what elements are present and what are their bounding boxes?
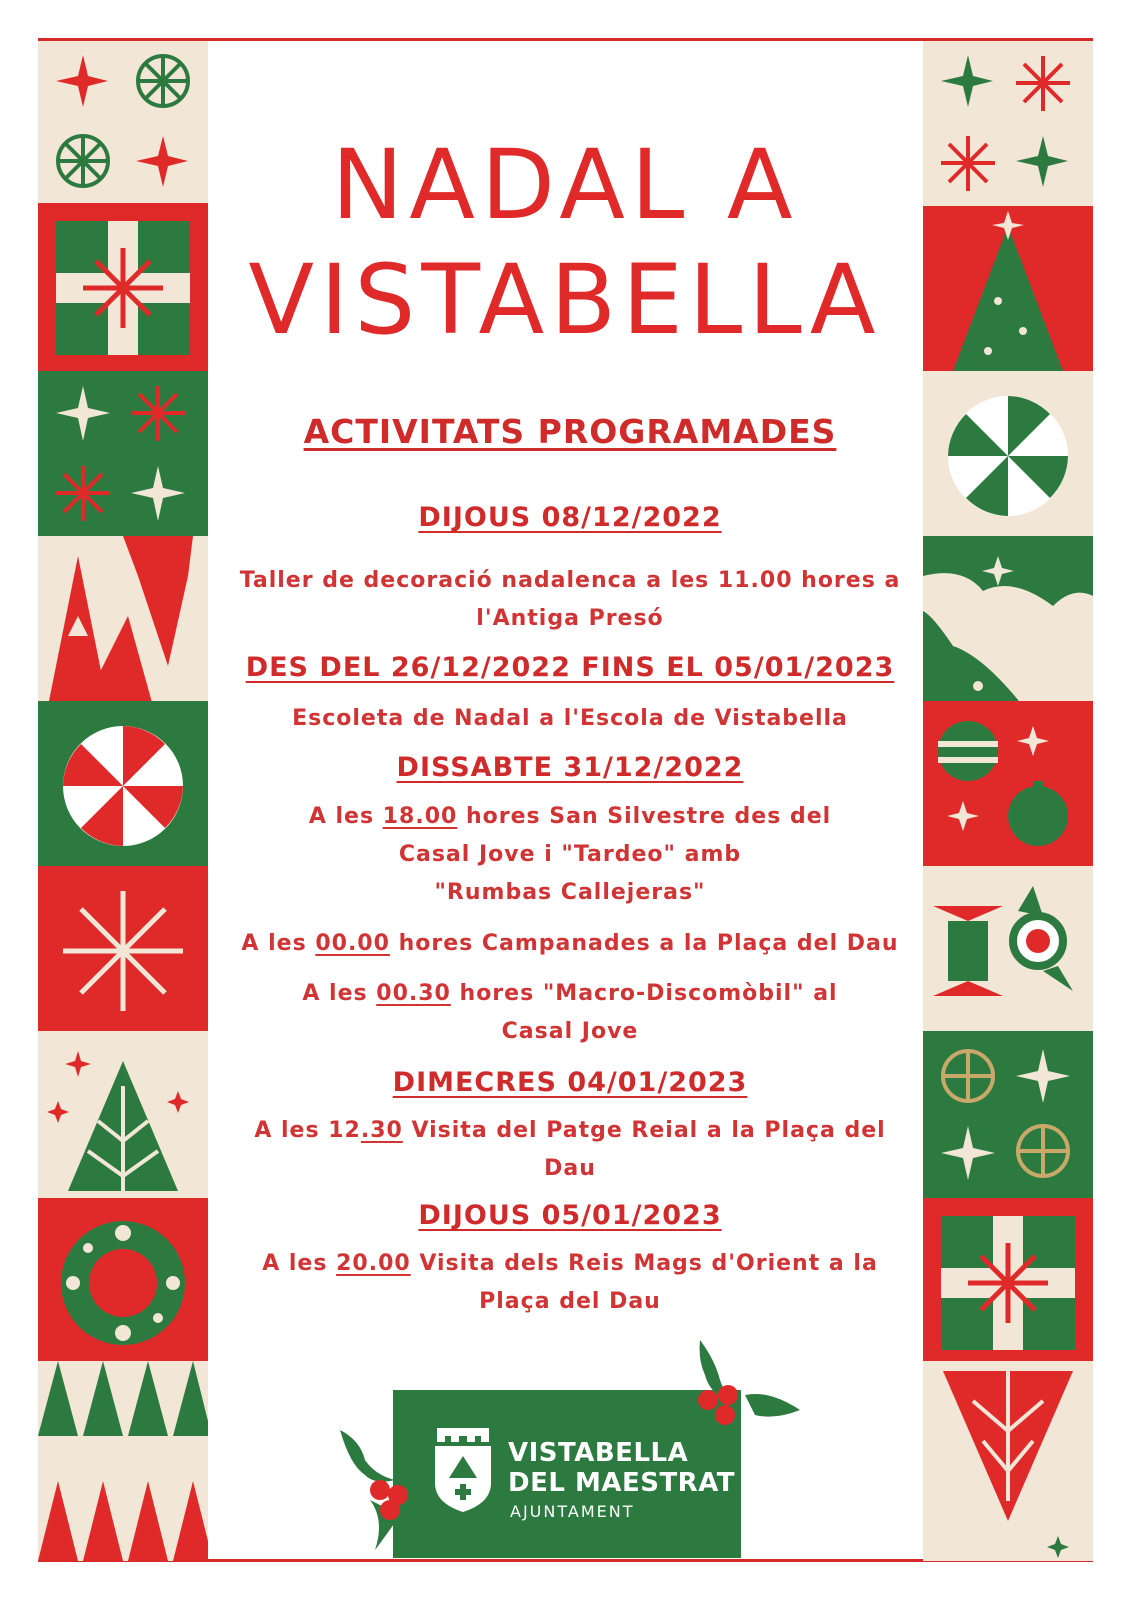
logo-line1: VISTABELLA (508, 1438, 689, 1468)
event-line (210, 1245, 930, 1283)
left-decor-column (38, 41, 208, 1559)
event-date: DIJOUS 08/12/2022 (418, 502, 722, 533)
event-text: A les (241, 931, 316, 956)
event-date: DES DEL 26/12/2022 FINS EL 05/01/2023 (245, 652, 895, 683)
gift-icon (38, 203, 208, 373)
event-line (210, 975, 930, 1013)
event-line: Dau (544, 1156, 596, 1181)
triangle-pattern-tile (38, 1361, 208, 1561)
event-text: hores "Macro-Discomòbil" al (450, 981, 838, 1006)
event-text: A les (262, 1251, 337, 1276)
stars-tile (38, 371, 208, 541)
stars-tile (923, 41, 1093, 211)
event-line: "Rumbas Callejeras" (434, 880, 706, 905)
event-line: Taller de decoració nadalenca a les 11.00 hores a (239, 568, 901, 593)
wreath-icon (38, 1198, 208, 1368)
event-time: 00.30 (376, 981, 451, 1006)
event-line: Casal Jove i "Tardeo" amb (398, 842, 742, 867)
event-line (210, 1112, 930, 1150)
event-line: Plaça del Dau (479, 1289, 661, 1314)
subtitle: ACTIVITATS PROGRAMADES (303, 412, 837, 451)
ornament-icon (923, 701, 1093, 871)
event-time: 00.00 (315, 931, 390, 956)
event-text: A les (302, 981, 377, 1006)
event-line (210, 925, 930, 963)
event-text: Visita del Patge Reial a la Plaça del (402, 1118, 886, 1143)
christmas-tree-icon (923, 1361, 1093, 1561)
candy-icon (923, 866, 1093, 1036)
holly-icon (690, 1335, 810, 1445)
event-time: 20.00 (336, 1251, 411, 1276)
event-line: Casal Jove (501, 1019, 639, 1044)
event-date: DIMECRES 04/01/2023 (392, 1067, 748, 1098)
logo-line2: DEL MAESTRAT (508, 1468, 736, 1498)
event-text: A les 12 (254, 1118, 361, 1143)
event-time: .30 (360, 1118, 403, 1143)
event-date: DISSABTE 31/12/2022 (396, 752, 744, 783)
event-line (210, 798, 930, 836)
snowflake-icon (38, 866, 208, 1036)
shield-crest-icon (433, 1428, 493, 1512)
page-title-line2: VISTABELLA (248, 244, 882, 356)
gift-icon (923, 1198, 1093, 1368)
page-title-line1: NADAL A (331, 129, 799, 241)
peppermint-icon (923, 371, 1093, 541)
stars-tile (38, 41, 208, 211)
logo-line3: AJUNTAMENT (510, 1502, 635, 1521)
event-text: Visita dels Reis Mags d'Orient a la (410, 1251, 878, 1276)
holly-icon (330, 1420, 440, 1560)
event-date: DIJOUS 05/01/2023 (418, 1200, 722, 1231)
christmas-tree-icon (38, 1031, 208, 1201)
right-decor-column (923, 41, 1093, 1559)
snowflake-icon (923, 1031, 1093, 1201)
event-text: hores San Silvestre des del (457, 804, 832, 829)
event-line: Escoleta de Nadal a l'Escola de Vistabella (292, 706, 848, 731)
town-logo-box (393, 1390, 741, 1558)
christmas-tree-icon (923, 206, 1093, 376)
event-time: 18.00 (382, 804, 458, 829)
event-line: l'Antiga Presó (476, 606, 664, 631)
dove-icon (923, 536, 1093, 706)
event-text: hores Campanades a la Plaça del Dau (389, 931, 899, 956)
peppermint-icon (38, 701, 208, 871)
christmas-tree-icon (38, 536, 208, 706)
event-text: A les (308, 804, 383, 829)
snowflake-icon (138, 56, 188, 106)
